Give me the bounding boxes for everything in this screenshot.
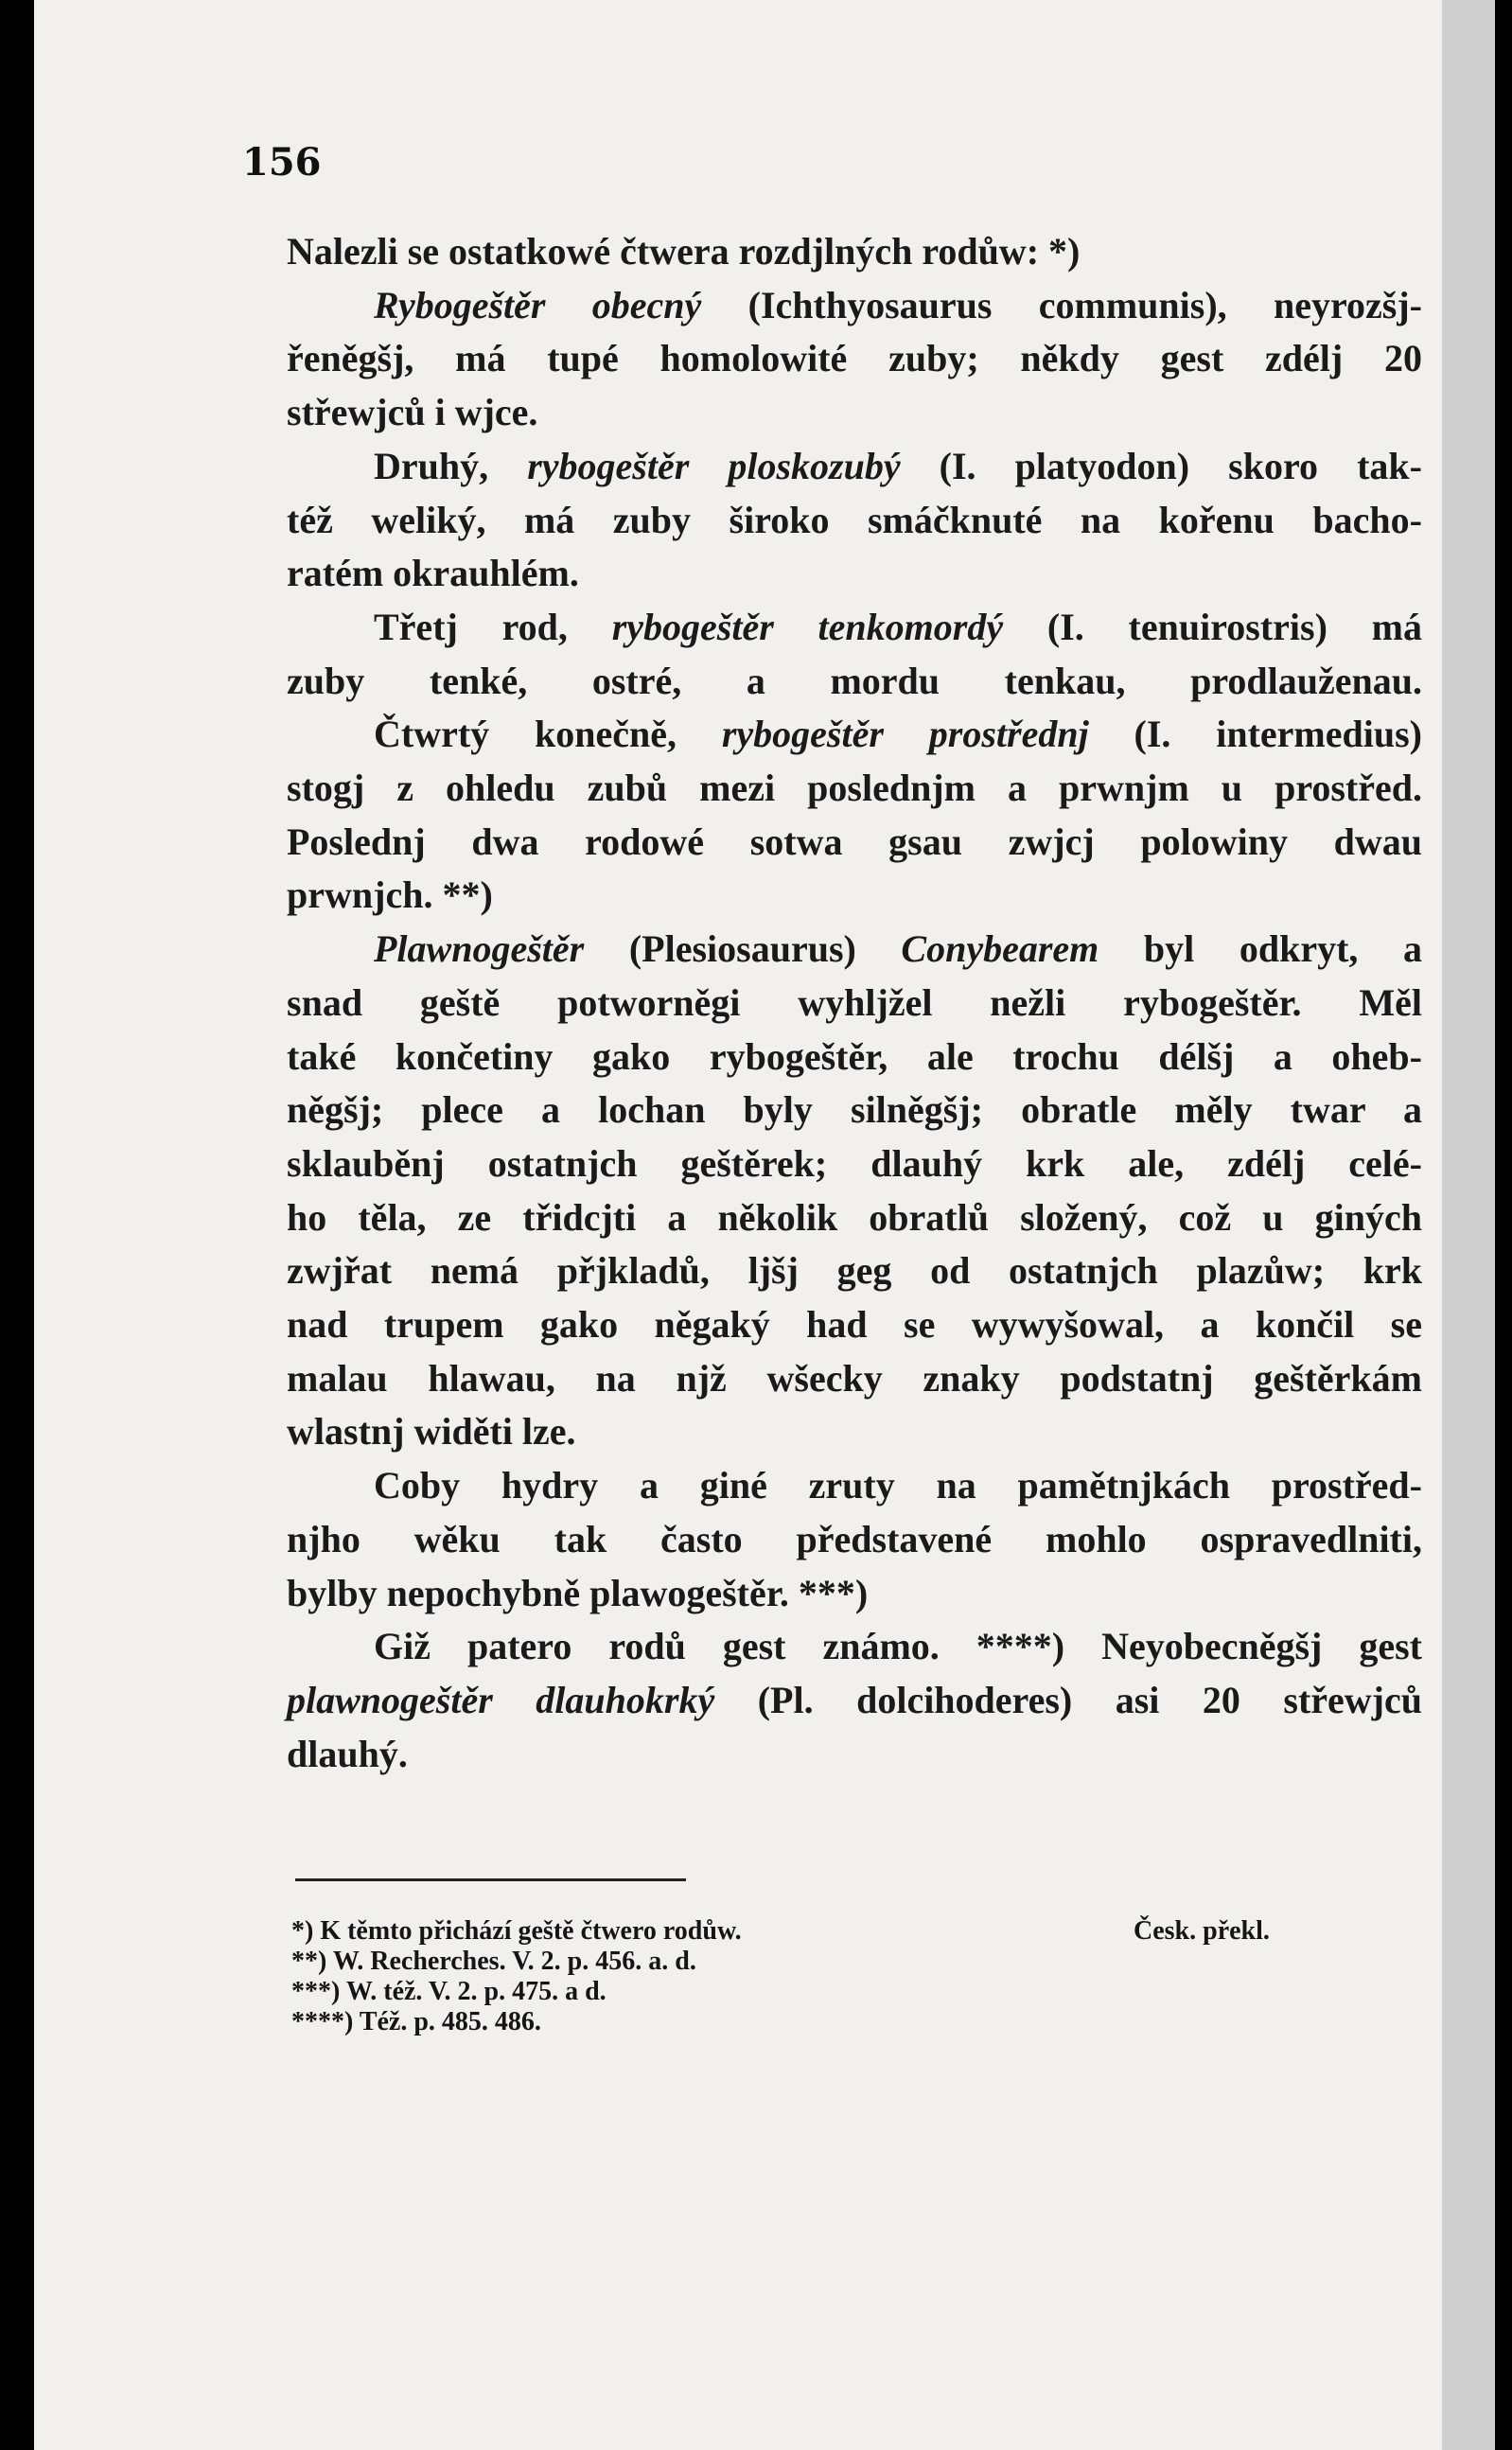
- text-run: ratém okrauhlém.: [287, 552, 579, 595]
- text-run: zwjřat nemá přjkladů, ljšj geg od ostatnjch plazůw; krk: [287, 1249, 1422, 1293]
- text-line: [287, 708, 1422, 762]
- text-run: malau hlawau, na njž wšecky znaky podstatnj geštěrkám: [287, 1356, 1422, 1400]
- footnote: ***) W. též. V. 2. p. 475. a d.: [291, 1977, 607, 2006]
- text-line: [287, 601, 1422, 655]
- text-line: [287, 1298, 1422, 1352]
- text-run: střewjců i wjce.: [287, 391, 538, 434]
- text-run: (I. intermedius): [1088, 713, 1423, 756]
- footnote: ****) Též. p. 485. 486.: [291, 2007, 541, 2036]
- text-run: wlastnj widěti lze.: [287, 1410, 576, 1454]
- text-line: [287, 1674, 1422, 1728]
- body-text: [287, 225, 1422, 1781]
- italic-term: Plawnogeštěr: [374, 927, 585, 971]
- text-run: (Ichthyosaurus communis), neyrozšj-: [701, 283, 1422, 326]
- italic-term: plawnogeštěr dlauhokrký: [287, 1678, 715, 1721]
- text-run: prwnjch. **): [287, 873, 493, 917]
- text-run: též weliký, má zuby široko smáčknuté na kořenu bacho-: [287, 498, 1422, 541]
- text-run: ho těla, ze třidcjti a několik obratlů složený, což u giných: [287, 1195, 1422, 1239]
- text-line: [287, 923, 1422, 977]
- text-line: [287, 225, 1422, 279]
- text-run: něgšj; plece a lochan byly silněgšj; obratle měly twar a: [287, 1088, 1422, 1132]
- text-run: (I. platyodon) skoro tak-: [900, 444, 1422, 487]
- text-line: [287, 1405, 1422, 1459]
- text-line: [287, 1513, 1422, 1567]
- text-line: [287, 1352, 1422, 1406]
- text-line: [287, 1031, 1422, 1084]
- text-line: [287, 655, 1422, 709]
- footnote: *) K těmto přichází geště čtwero rodůw.: [291, 1916, 742, 1946]
- text-run: také končetiny gako rybogeštěr, ale trochu délšj a oheb-: [287, 1034, 1422, 1078]
- text-line: [287, 547, 1422, 601]
- text-line: [287, 1567, 1422, 1621]
- footnote: **) W. Recherches. V. 2. p. 456. a. d.: [291, 1947, 696, 1976]
- text-line: [287, 440, 1422, 494]
- footnote-rule: [295, 1878, 686, 1881]
- text-run: Čtwrtý konečně,: [374, 713, 722, 756]
- next-page-edge: [1442, 0, 1495, 2450]
- page-number: 156: [242, 140, 322, 185]
- text-run: nad trupem gako něgaký had se wywyšowal, a končil se: [287, 1303, 1422, 1347]
- text-run: Druhý,: [374, 444, 528, 487]
- text-line: [287, 1084, 1422, 1137]
- text-line: [287, 816, 1422, 870]
- book-page: [34, 0, 1442, 2450]
- italic-term: rybogeštěr prostřednj: [721, 713, 1089, 756]
- text-line: [287, 332, 1422, 386]
- text-run: Coby hydry a giné zruty na pamětnjkách prostřed-: [374, 1464, 1422, 1507]
- text-run: Giž patero rodů gest známo. ****) Neyobecněgšj gest: [374, 1625, 1422, 1668]
- text-run: (Plesiosaurus): [584, 927, 902, 971]
- text-line: [287, 1244, 1422, 1298]
- text-run: dlauhý.: [287, 1732, 408, 1775]
- text-run: Nalezli se ostatkowé čtwera rozdjlných rodůw: *): [287, 230, 1081, 273]
- text-line: [287, 1191, 1422, 1245]
- text-run: sklauběnj ostatnjch geštěrek; dlauhý krk ale, zdélj celé-: [287, 1141, 1422, 1185]
- text-line: [287, 1137, 1422, 1191]
- text-line: [287, 386, 1422, 440]
- text-run: snad geště potworněgi wyhljžel nežli rybogeštěr. Měl: [287, 980, 1422, 1024]
- text-line: [287, 1728, 1422, 1782]
- text-line: [287, 1620, 1422, 1674]
- text-run: řeněgšj, má tupé homolowité zuby; někdy gest zdélj 20: [287, 337, 1422, 380]
- text-line: [287, 1459, 1422, 1513]
- text-run: njho wěku tak často představené mohlo ospravedlniti,: [287, 1517, 1422, 1560]
- text-line: [287, 494, 1422, 548]
- text-line: [287, 279, 1422, 333]
- text-run: (I. tenuirostris) má: [1003, 605, 1423, 648]
- text-line: [287, 977, 1422, 1031]
- text-run: bylby nepochybně plawogeštěr. ***): [287, 1571, 869, 1614]
- text-run: zuby tenké, ostré, a mordu tenkau, prodlauženau.: [287, 659, 1422, 702]
- text-line: [287, 869, 1422, 923]
- text-line: [287, 762, 1422, 816]
- text-run: Poslednj dwa rodowé sotwa gsau zwjcj polowiny dwau: [287, 820, 1422, 863]
- text-run: stogj z ohledu zubů mezi poslednjm a prwnjm u prostřed.: [287, 767, 1422, 810]
- text-run: (Pl. dolcihoderes) asi 20 střewjců: [714, 1678, 1422, 1721]
- italic-term: rybogeštěr ploskozubý: [527, 444, 901, 487]
- italic-term: rybogeštěr tenkomordý: [611, 605, 1004, 648]
- text-run: Třetj rod,: [374, 605, 612, 648]
- italic-term: Conybearem: [901, 927, 1099, 971]
- translator-note: Česk. překl.: [1134, 1916, 1270, 1946]
- text-run: byl odkryt, a: [1099, 927, 1422, 971]
- italic-term: Rybogeštěr obecný: [374, 283, 702, 326]
